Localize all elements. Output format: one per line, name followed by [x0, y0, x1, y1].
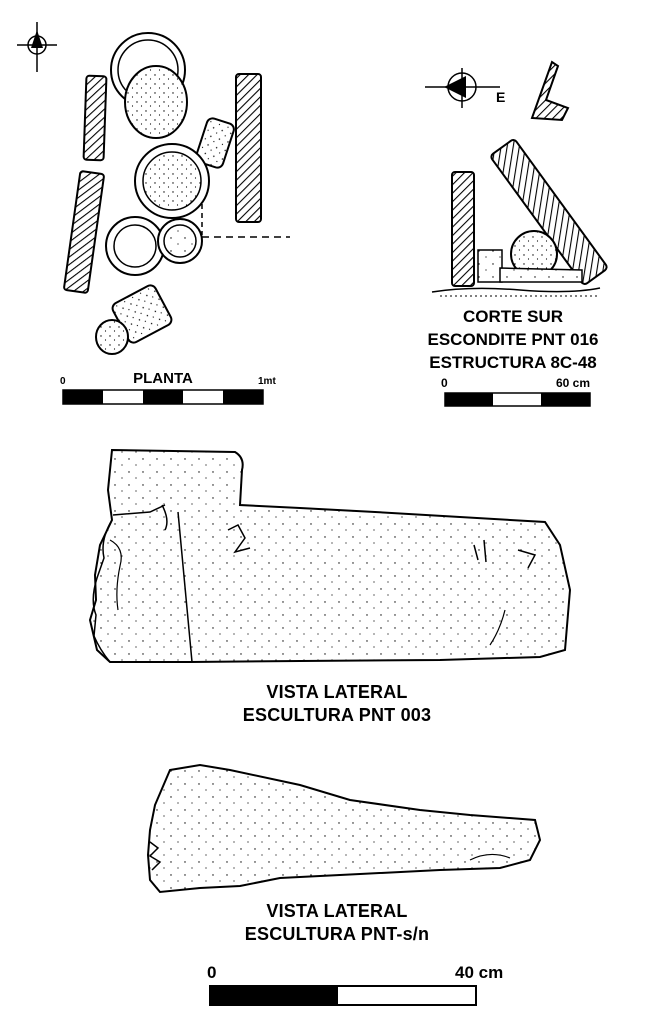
- plan-view: [17, 22, 290, 404]
- section-title-line-1: CORTE SUR: [462, 307, 564, 326]
- bottom-scale-end: 40 cm: [455, 963, 504, 982]
- plan-scale-start: 0: [60, 376, 66, 387]
- north-arrow-icon: [17, 22, 57, 72]
- bottom-scale-start: 0: [207, 963, 217, 982]
- plan-title: PLANTA: [133, 370, 193, 387]
- plan-scale-end: 1mt: [258, 376, 276, 387]
- sculpture-2-title-line-1: VISTA LATERAL: [266, 901, 408, 921]
- plan-scale-bar: [63, 390, 263, 404]
- sculpture-1-title-line-1: VISTA LATERAL: [266, 682, 408, 702]
- section-title-line-2: ESCONDITE PNT 016: [427, 330, 599, 349]
- north-arrow-east-icon: [425, 68, 500, 108]
- section-scale-start: 0: [441, 376, 448, 390]
- section-scale-bar: [445, 393, 590, 406]
- sculpture-pnt-003-drawing: [90, 450, 570, 662]
- section-north-letter: E: [496, 89, 506, 105]
- section-scale-end: 60 cm: [556, 376, 591, 390]
- sculpture-pnt-sn-drawing: [148, 765, 540, 892]
- bottom-scale-bar: [210, 986, 476, 1005]
- sculpture-2-title-line-2: ESCULTURA PNT-s/n: [244, 924, 430, 944]
- sculpture-1-title-line-2: ESCULTURA PNT 003: [242, 705, 432, 725]
- section-title-line-3: ESTRUCTURA 8C-48: [429, 353, 597, 372]
